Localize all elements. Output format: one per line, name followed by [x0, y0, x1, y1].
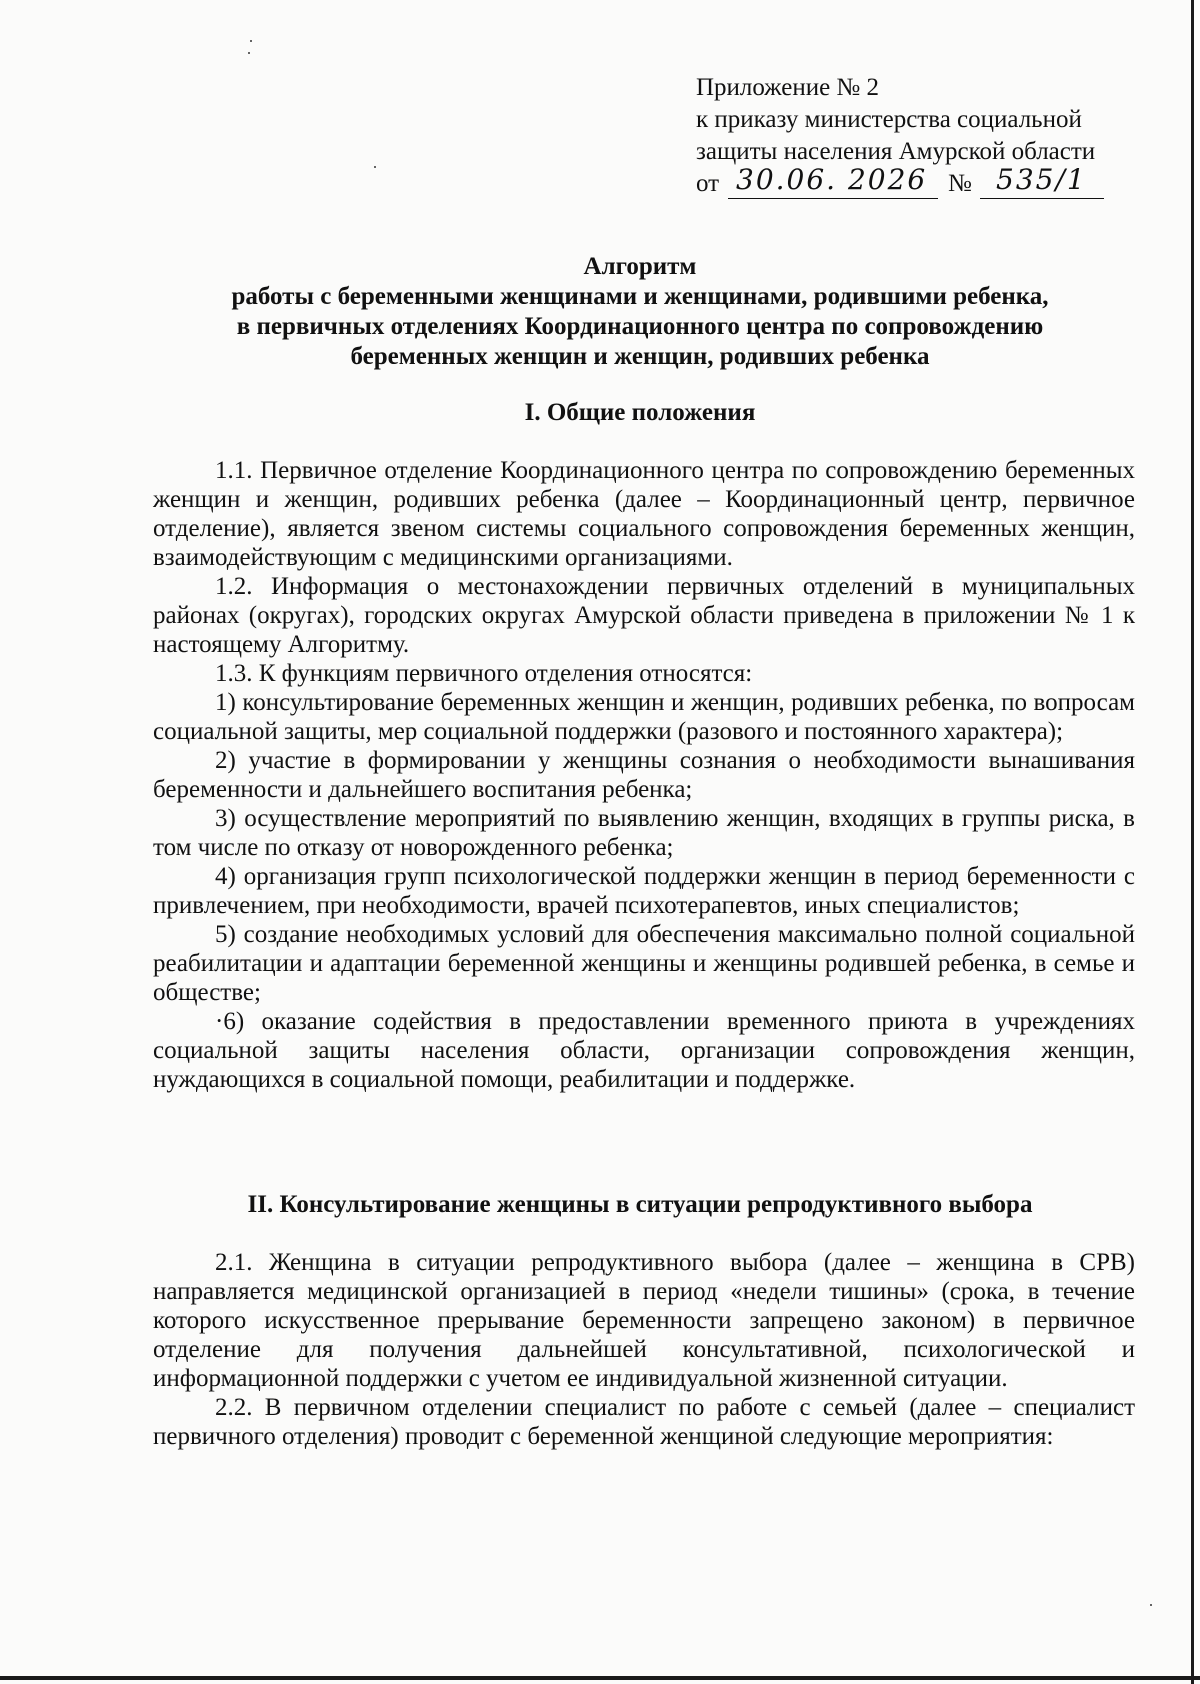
- order-date: 30.06. 2026: [736, 163, 928, 196]
- appendix-number: Приложение № 2: [696, 74, 880, 101]
- paragraph: ·6) оказание содействия в предоставлении временного приюта в учреждениях социальной защиты населения области, организации сопровождения женщин, нуждающихся в социальной помощи, реабилитации и поддержке.: [153, 1008, 1135, 1093]
- title-line: в первичных отделениях Координационного центра по сопровождению: [236, 313, 1044, 340]
- paragraph: 2.2. В первичном отделении специалист по работе с семьей (далее – специалист первичного отделения) проводит с беременной женщиной следующие мероприятия:: [153, 1394, 1135, 1450]
- paragraph: 4) организация групп психологической поддержки женщин в период беременности с привлечением, при необходимости, врачей психотерапевтов, иных специалистов;: [153, 863, 1135, 919]
- paragraph: 2.1. Женщина в ситуации репродуктивного выбора (далее – женщина в СРВ) направляется медицинской организацией в период «недели тишины» (срока, в течение которого искусственное прерывание беременности запрещено законом) в первичное отделение для получения дальнейшей консультативной, психологической и информационной поддержки с учетом ее индивидуальной жизненной ситуации.: [153, 1249, 1135, 1392]
- paragraph: 1.1. Первичное отделение Координационного центра по сопровождению беременных женщин и женщин, родивших ребенка (далее – Координационный центр, первичное отделение), является звеном системы социального сопровождения беременных женщин, взаимодействующим с медицинскими организациями.: [153, 457, 1135, 571]
- appendix-order-line: к приказу министерства социальной: [696, 106, 1082, 133]
- title-line: работы с беременными женщинами и женщинами, родившими ребенка,: [231, 283, 1049, 310]
- paragraph: 5) создание необходимых условий для обеспечения максимально полной социальной реабилитации и адаптации беременной женщины и женщины родившей ребенка, в семье и обществе;: [153, 921, 1135, 1006]
- appendix-ministry-line: защиты населения Амурской области: [696, 138, 1096, 165]
- from-label: от: [696, 170, 720, 197]
- paragraph: 1.2. Информация о местонахождении первичных отделений в муниципальных районах (округах), городских округах Амурской области приведена в приложении № 1 к настоящему Алгоритму.: [153, 573, 1135, 658]
- title-line: беременных женщин и женщин, родивших ребенка: [350, 343, 930, 370]
- scan-speck: [248, 52, 250, 54]
- scan-speck: [250, 40, 252, 42]
- paragraph: 2) участие в формировании у женщины сознания о необходимости вынашивания беременности и дальнейшего воспитания ребенка;: [153, 747, 1135, 803]
- order-number: 535/1: [996, 163, 1087, 196]
- order-date-number: [696, 163, 1116, 204]
- scan-speck: [374, 166, 376, 168]
- number-label: №: [948, 170, 972, 197]
- document-title: [140, 252, 1140, 372]
- appendix-header: [696, 72, 1116, 204]
- section-2-body: [153, 1248, 1135, 1451]
- date-underline: [728, 198, 938, 199]
- section-2-heading: II. Консультирование женщины в ситуации репродуктивного выбора: [247, 1191, 1033, 1218]
- paragraph: 3) осуществление мероприятий по выявлению женщин, входящих в группы риска, в том числе по отказу от новорожденного ребенка;: [153, 805, 1135, 861]
- paragraph: 1) консультирование беременных женщин и женщин, родивших ребенка, по вопросам социальной защиты, мер социальной поддержки (разового и постоянного характера);: [153, 689, 1135, 745]
- section-1-heading: I. Общие положения: [524, 399, 756, 426]
- paragraph: 1.3. К функциям первичного отделения относятся:: [215, 660, 753, 687]
- scan-speck: [1150, 1604, 1152, 1606]
- scan-border-right: [1191, 0, 1194, 1684]
- title-line: Алгоритм: [583, 253, 697, 280]
- section-1-body: [153, 456, 1135, 1094]
- number-underline: [980, 198, 1104, 199]
- scan-border-bottom: [0, 1676, 1200, 1680]
